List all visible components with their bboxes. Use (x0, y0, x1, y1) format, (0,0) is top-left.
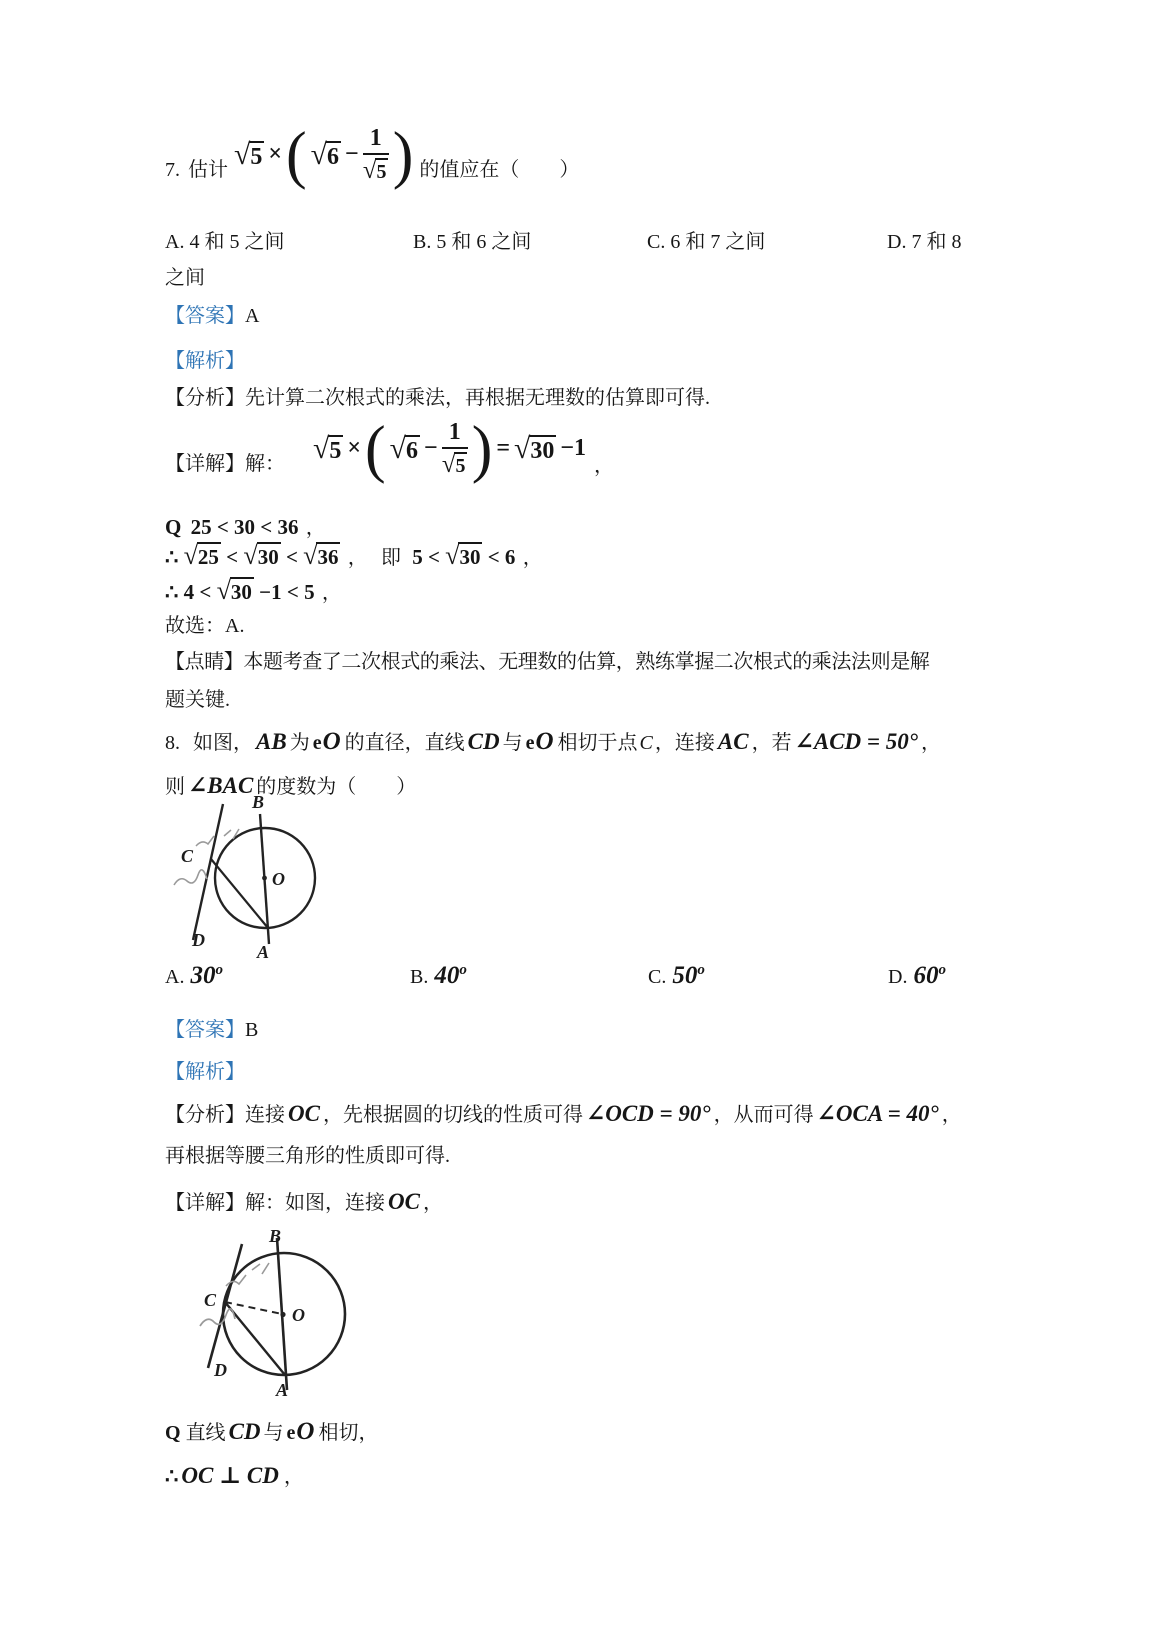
comma: ， (594, 454, 615, 477)
radical-sqrt5 (234, 138, 264, 172)
math-token-oc-perp-cd: OC ⊥ CD (181, 1463, 279, 1488)
stem-text: 的直径，直线 (344, 732, 465, 754)
comma: ， (283, 1466, 304, 1488)
label-d: D (214, 1360, 227, 1380)
math-token-cd: CD (228, 1419, 261, 1444)
pencil-scribble (174, 870, 207, 885)
inequality-body: 25 < 30 < 36 (190, 515, 299, 539)
minus-one: −1 (560, 435, 587, 462)
math-token-angle-oca: ∠OCA = 40° (816, 1101, 939, 1126)
radicand: 30 (529, 435, 556, 464)
stem-text: 如图， (193, 732, 253, 754)
stem-text: 为 (289, 732, 310, 754)
radical-sqrt30 (514, 432, 556, 466)
math-token-oc: OC (388, 1189, 420, 1214)
q7-answer-line (165, 302, 259, 330)
comma: ， (321, 582, 342, 604)
option-value: 50$^o$ (672, 962, 705, 989)
times-operator: × (347, 435, 362, 462)
q7-detail-formula (311, 413, 588, 485)
comma: ， (347, 547, 368, 569)
q7-detail-line (165, 413, 616, 485)
pencil-scribble (196, 836, 214, 846)
fenxi-text: 先计算二次根式的乘法，再根据无理数的估算即可得. (245, 387, 710, 409)
fraction (363, 126, 389, 184)
q8-jiexi-marker: 【解析】 (165, 1061, 245, 1083)
radical-sqrt5 (313, 432, 343, 466)
option-value: 60$^o$ (913, 962, 946, 989)
radical-sqrt6 (390, 432, 420, 466)
option-text: 6 和 7 之间 (670, 231, 766, 253)
label-c: C (181, 846, 194, 866)
radicand: 36 (316, 542, 340, 568)
center-dot (280, 1312, 285, 1317)
q8-number: 8. (165, 732, 180, 754)
circle-figure-2 (196, 1226, 371, 1406)
q7-option-d-wrap: 之间 (165, 267, 205, 289)
radicand: 5 (375, 158, 388, 183)
q8-option-b (410, 962, 467, 991)
q7-formula (232, 119, 415, 191)
fenxi-marker: 【分析】 (165, 387, 245, 409)
math-token-o: O (296, 1418, 315, 1445)
option-label: D. (888, 966, 908, 988)
fraction-numerator: 1 (442, 420, 468, 449)
option-text: 4 和 5 之间 (189, 231, 285, 253)
fenxi-text: ，先根据圆的切线的性质可得 (322, 1104, 583, 1126)
q7-dianjing-line1 (165, 648, 929, 676)
stem-text: ，连接 (654, 732, 715, 754)
radicand: 6 (326, 141, 341, 170)
circle-figure-1 (168, 790, 328, 962)
option-label: B. (410, 966, 429, 988)
math-token-ac: AC (717, 729, 749, 754)
therefore-symbol: ∴ (165, 1464, 179, 1488)
q8-since-line (165, 1414, 378, 1451)
label-o: O (272, 869, 285, 889)
center-dot (262, 876, 267, 881)
times-operator: × (268, 141, 283, 168)
q7-fenxi-line (165, 384, 710, 412)
label-b: B (269, 1226, 282, 1246)
radicand: 5 (328, 435, 343, 464)
label-a: A (276, 1380, 289, 1400)
fraction-numerator: 1 (363, 126, 389, 155)
circle-symbol-e: e (312, 732, 322, 754)
math-token-o: O (322, 728, 341, 755)
option-text: 7 和 8 (911, 231, 962, 253)
q8-detail-line (165, 1182, 443, 1223)
right-paren: ) (471, 413, 493, 485)
chord-line-ca (211, 859, 268, 928)
inequality-left: 4 < (183, 580, 212, 604)
option-label: A. (165, 966, 185, 988)
detail-text: ， (422, 1192, 443, 1214)
fraction (442, 420, 468, 478)
radicand: 25 (197, 542, 221, 568)
tangent-line-cd (193, 804, 223, 940)
detail-marker: 【详解】 (165, 1192, 245, 1214)
since-q-symbol: Q (165, 515, 182, 539)
math-token-ab: AB (256, 729, 287, 754)
label-b: B (252, 792, 265, 812)
q7-option-c (647, 228, 765, 256)
option-label: C. (647, 231, 666, 253)
label-c: C (204, 1290, 217, 1310)
q8-stem-line1 (165, 720, 941, 765)
radical-sign: √ (234, 137, 250, 171)
fenxi-marker: 【分析】 (165, 1104, 245, 1126)
therefore-symbol: ∴ (165, 545, 179, 569)
detail-marker: 【详解】 (165, 452, 245, 475)
q7-tail-text: 的值应在（ ） (419, 158, 580, 181)
since-text: 直线 (185, 1422, 226, 1444)
radical-sign: √ (216, 576, 230, 605)
q7-line-result (165, 576, 344, 607)
radical-sqrt25 (183, 541, 221, 570)
q7-option-a (165, 228, 284, 256)
radicand: 30 (257, 542, 281, 568)
left-paren: ( (286, 119, 307, 191)
radical-sqrt30 (216, 576, 254, 605)
radical-sign: √ (389, 431, 405, 465)
radical-sign: √ (243, 541, 257, 570)
label-o: O (292, 1305, 305, 1325)
dianjing-text: 本题考查了二次根式的乘法、无理数的估算，熟练掌握二次根式的乘法法则是解 (243, 651, 930, 673)
radical-sign: √ (303, 541, 317, 570)
q7-option-d (887, 228, 961, 256)
fenxi-text: 连接 (245, 1104, 285, 1126)
minus-operator: − (345, 141, 359, 168)
radical-sqrt36 (303, 541, 340, 570)
answer-value: A (245, 305, 260, 327)
less-than: < (285, 545, 298, 569)
inequality-left: 5 < (412, 545, 440, 569)
radicand: 5 (454, 452, 467, 477)
stem-text: ，若 (751, 732, 792, 754)
math-token-oc: OC (288, 1101, 320, 1126)
inequality-right: < 6 (487, 545, 516, 569)
q8-option-c (648, 962, 705, 991)
radical-sqrt30 (445, 541, 482, 570)
stem-text: ， (920, 732, 941, 754)
radical-sqrt6 (311, 138, 341, 172)
q8-option-a (165, 962, 223, 991)
right-paren: ) (392, 119, 414, 191)
answer-value: B (245, 1019, 259, 1041)
since-text: 与 (263, 1422, 284, 1444)
radicand: 30 (458, 542, 482, 568)
fraction-denominator (442, 449, 468, 478)
q8-answer-line (165, 1016, 258, 1044)
pencil-scribble (252, 1263, 269, 1274)
math-token-c: C (639, 732, 653, 754)
option-text: 5 和 6 之间 (436, 231, 532, 253)
math-token-angle-bac: ∠BAC (188, 773, 254, 798)
detail-lead: 解： (245, 452, 285, 475)
radical-sign: √ (313, 431, 329, 465)
inequality-right: −1 < 5 (259, 580, 315, 604)
circle-symbol-e: e (525, 732, 535, 754)
since-q-symbol: Q (165, 1422, 181, 1444)
fraction-denominator (363, 155, 389, 184)
q7-line-roots (165, 541, 545, 572)
equals-sign: = (496, 435, 511, 462)
label-d: D (192, 930, 205, 950)
q8-fenxi-line2: 再根据等腰三角形的性质即可得. (165, 1145, 450, 1167)
detail-text: 解：如图，连接 (245, 1192, 385, 1214)
q8-fenxi-line1 (165, 1094, 962, 1135)
label-a: A (257, 942, 270, 962)
pencil-scribble (200, 1309, 235, 1326)
q7-line-since (165, 512, 328, 542)
q7-stem (165, 119, 580, 191)
less-than: < (226, 545, 239, 569)
q7-options-row (165, 228, 1025, 258)
fenxi-text: ，从而可得 (713, 1104, 814, 1126)
q8-therefore-line (165, 1458, 306, 1494)
fenxi-text: ， (941, 1104, 962, 1126)
radical-sign: √ (514, 431, 530, 465)
radicand: 5 (249, 141, 264, 170)
left-paren: ( (365, 413, 386, 485)
stem-text: 相切于点 (557, 732, 638, 754)
q8-options-row (165, 962, 1045, 998)
q7-option-b (413, 228, 531, 256)
option-label: C. (648, 966, 667, 988)
minus-operator: − (424, 435, 438, 462)
comma: ， (522, 547, 543, 569)
q7-number: 7. (165, 158, 180, 181)
math-token-cd: CD (467, 729, 500, 754)
circle-symbol-e: e (286, 1422, 296, 1444)
radical-sign: √ (362, 157, 376, 184)
radicand: 6 (405, 435, 420, 464)
math-token-angle-ocd: ∠OCD = 90° (585, 1101, 711, 1126)
q7-lead-text: 估计 (188, 158, 228, 181)
dianjing-marker: 【点睛】 (165, 651, 244, 673)
answer-marker: 【答案】 (165, 305, 245, 327)
comma: ， (305, 517, 326, 539)
radical-sign: √ (445, 541, 459, 570)
q7-choose-line: 故选：A. (165, 615, 245, 637)
option-value: 30$^o$ (190, 962, 223, 989)
q8-option-d (888, 962, 946, 991)
therefore-symbol: ∴ (165, 580, 179, 604)
math-token-angle-acd: ∠ACD = 50° (794, 729, 918, 754)
option-label: B. (413, 231, 432, 253)
radical-sign: √ (441, 451, 455, 478)
radicand: 30 (230, 577, 254, 603)
radical-sqrt30 (243, 541, 280, 570)
stem-text: 的度数为（ ） (256, 776, 417, 798)
radical-sign: √ (310, 137, 326, 171)
ji-text: 即 (380, 547, 401, 569)
option-label: D. (887, 231, 907, 253)
q7-jiexi-marker: 【解析】 (165, 350, 245, 372)
stem-text: 与 (502, 732, 523, 754)
answer-marker: 【答案】 (165, 1019, 245, 1041)
option-label: A. (165, 231, 185, 253)
stem-text: 则 (165, 776, 185, 798)
q7-dianjing-line2: 题关键. (165, 689, 230, 711)
since-text: 相切， (318, 1422, 379, 1444)
option-value: 40$^o$ (434, 962, 467, 989)
radical-sign: √ (183, 541, 197, 570)
math-token-o: O (535, 728, 554, 755)
